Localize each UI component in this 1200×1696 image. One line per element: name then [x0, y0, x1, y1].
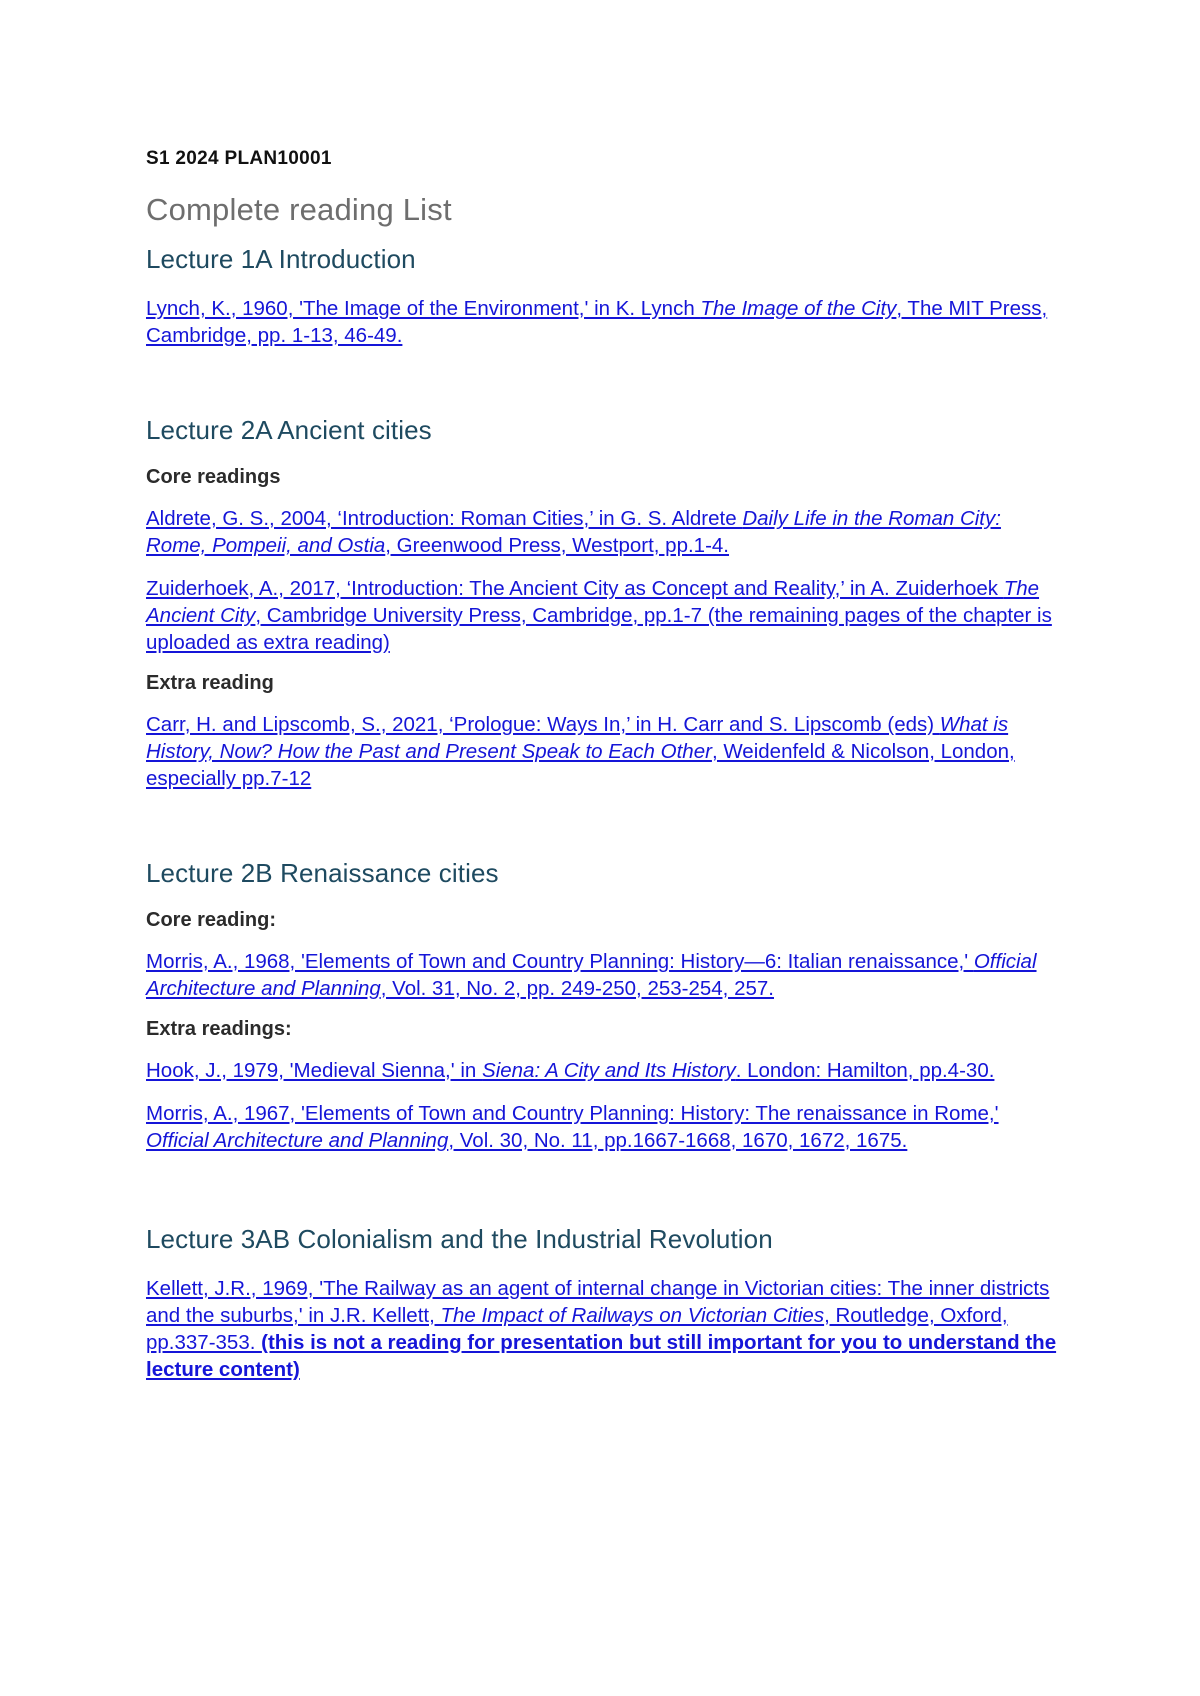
course-code: S1 2024 PLAN10001	[146, 148, 332, 169]
reading-link[interactable]: Morris, A., 1967, 'Elements of Town and Country Planning: History: The renaissance in Rome,' Official Architecture and Planning, Vol. 30, No. 11, pp.1667-1668, 1670, 1672, 1675.	[146, 1102, 999, 1152]
lecture-section-1a	[146, 244, 1066, 349]
lecture-section-2a	[146, 415, 1066, 792]
lecture-section-3ab	[146, 1224, 1066, 1383]
reading-link[interactable]: Aldrete, G. S., 2004, ‘Introduction: Roman Cities,’ in G. S. Aldrete Daily Life in the Roman City: Rome, Pompeii, and Ostia, Greenwood Press, Westport, pp.1-4.	[146, 507, 1001, 557]
reading-link[interactable]: Hook, J., 1979, 'Medieval Sienna,' in Siena: A City and Its History. London: Hamilton, pp.4-30.	[146, 1059, 995, 1082]
document-title: Complete reading List	[146, 192, 452, 227]
reading-link[interactable]: Morris, A., 1968, 'Elements of Town and Country Planning: History—6: Italian renaissance,' Official Architecture and Planning, Vol. 31, No. 2, pp. 249-250, 253-254, 257.	[146, 950, 1037, 1000]
reading-link[interactable]: Lynch, K., 1960, 'The Image of the Environment,' in K. Lynch The Image of the City, The MIT Press, Cambridge, pp. 1-13, 46-49.	[146, 297, 1048, 347]
reading-note: (this is not a reading for presentation but still important for you to understand the lecture content)	[146, 1331, 1057, 1381]
lecture-heading: Lecture 2A Ancient cities	[146, 415, 432, 445]
reading-link[interactable]: Carr, H. and Lipscomb, S., 2021, ‘Prologue: Ways In,’ in H. Carr and S. Lipscomb (eds) What is History, Now? How the Past and Present Speak to Each Other, Weidenfeld & Nicolson, London, especially pp.7-12	[146, 713, 1015, 790]
lecture-heading: Lecture 2B Renaissance cities	[146, 858, 499, 888]
lecture-section-2b	[146, 858, 1066, 1154]
core-reading-label: Core reading:	[146, 909, 277, 931]
reading-link[interactable]: Kellett, J.R., 1969, 'The Railway as an agent of internal change in Victorian cities: The inner districts and the suburbs,' in J.R. Kellett, The Impact of Railways on Victorian Cities, Routledge, Oxford, pp.337-353. (this is not a reading for presentation but still important for you to understand the lecture content)	[146, 1277, 1057, 1381]
reading-link[interactable]: Zuiderhoek, A., 2017, ‘Introduction: The Ancient City as Concept and Reality,’ in A. Zuiderhoek The Ancient City, Cambridge University Press, Cambridge, pp.1-7 (the remaining pages of the chapter is uploaded as extra reading)	[146, 577, 1052, 654]
lecture-heading: Lecture 3AB Colonialism and the Industrial Revolution	[146, 1224, 773, 1254]
document-page	[146, 148, 1066, 1399]
extra-reading-label: Extra reading	[146, 672, 274, 694]
core-readings-label: Core readings	[146, 466, 281, 488]
extra-readings-label: Extra readings:	[146, 1018, 292, 1040]
lecture-heading: Lecture 1A Introduction	[146, 244, 416, 274]
